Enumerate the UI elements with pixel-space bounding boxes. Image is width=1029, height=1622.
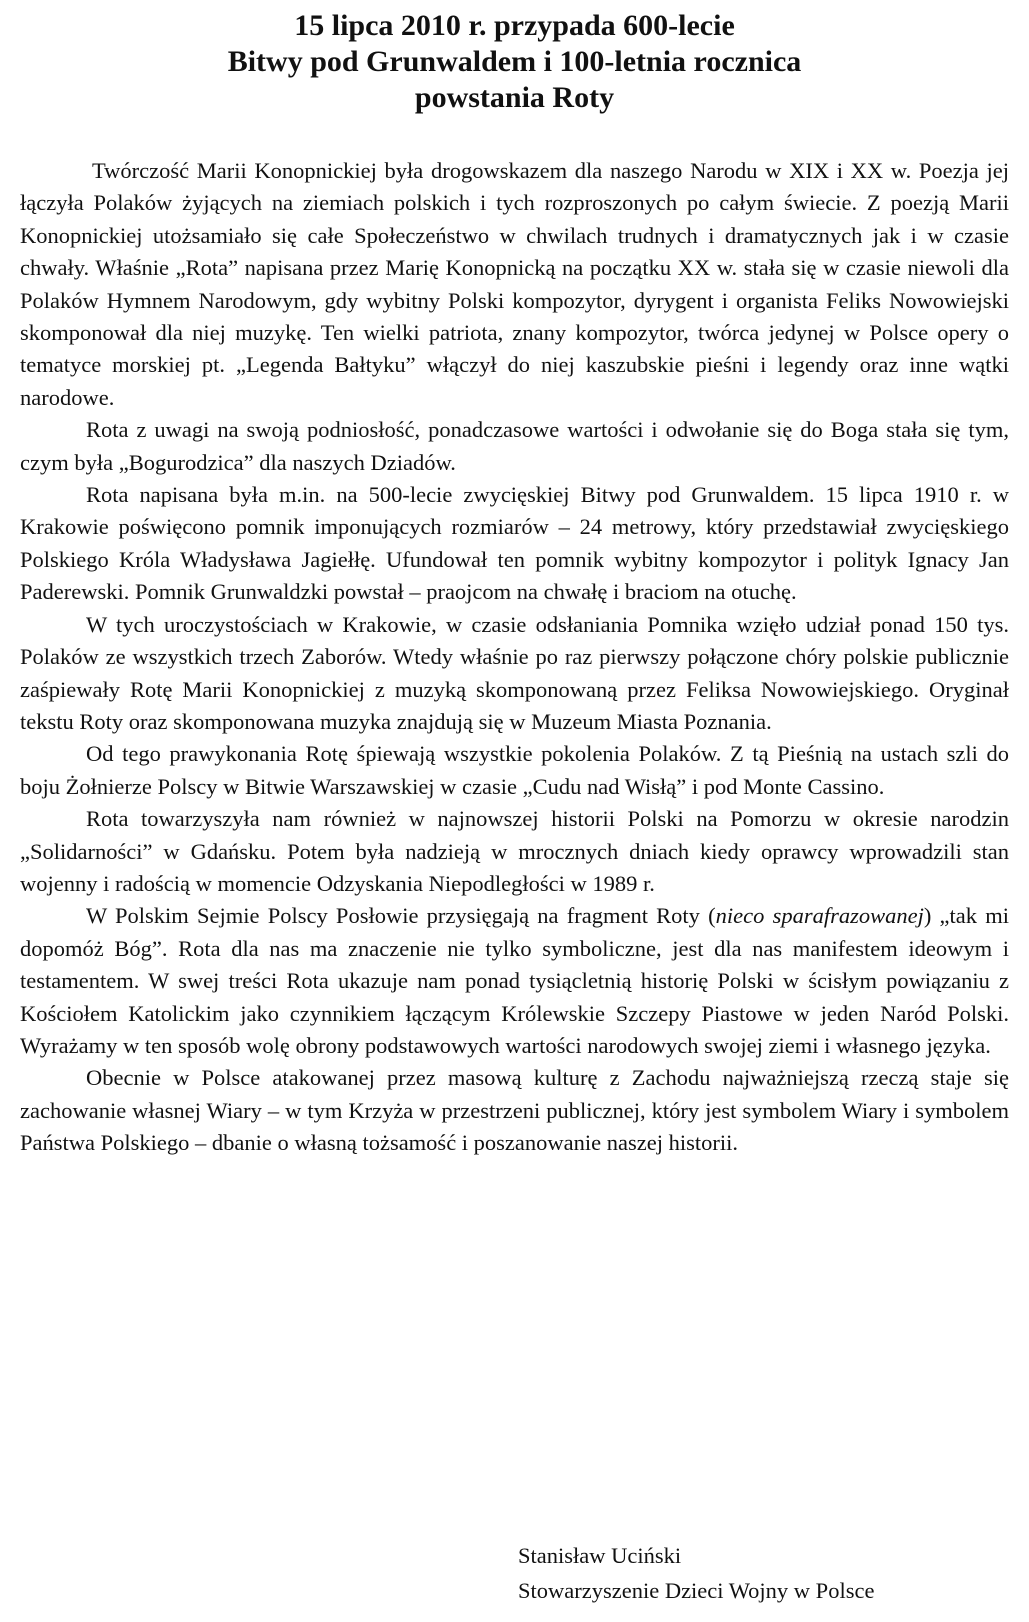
document-title [0,8,1029,116]
title-line-3: powstania Roty [414,81,615,114]
signature-organization: Stowarzyszenie Dzieci Wojny w Polsce [518,1578,875,1603]
paragraph-8: Obecnie w Polsce atakowanej przez masową kulturę z Zachodu najważniejszą rzeczą staje się zachowanie własnej Wiary – w tym Krzyża w przestrzeni publicznej, który jest symbolem Wiary i symbolem Państwa Polskiego – dbanie o własną tożsamość i poszanowanie naszej historii. [20,1065,1009,1156]
paragraph-5: Od tego prawykonania Rotę śpiewają wszystkie pokolenia Polaków. Z tą Pieśnią na ustach szli do boju Żołnierze Polscy w Bitwie Warszawskiej w czasie „Cudu nad Wisłą” i pod Monte Cassino. [20,741,1009,799]
paragraph-7-italic: nieco sparafrazowanej [715,903,924,929]
paragraph-1: Twórczość Marii Konopnickiej była drogowskazem dla naszego Narodu w XIX i XX w. Poezja jej łączyła Polaków żyjących na ziemiach polskich i tych rozproszonych po całym świecie. Z poezją Marii Konopnickiej utożsamiało się całe Społeczeństwo w chwilach trudnych i dramatycznych jak i w czasie chwały. Właśnie „Rota” napisana przez Marię Konopnicką na początku XX w. stała się w czasie niewoli dla Polaków Hymnem Narodowym, gdy wybitny Polski kompozytor, dyrygent i organista Feliks Nowowiejski skomponował dla niej muzykę. Ten wielki patriota, znany kompozytor, twórca jedynej w Polsce opery o tematyce morskiej pt. „Legenda Bałtyku” włączył do niej kaszubskie pieśni i legendy oraz inne wątki narodowe. [20,158,1009,410]
paragraph-6: Rota towarzyszyła nam również w najnowszej historii Polski na Pomorzu w okresie narodzin „Solidarności” w Gdańsku. Potem była nadzieją w mrocznych dniach kiedy oprawcy wprowadzili stan wojenny i radością w momencie Odzyskania Niepodległości w 1989 r. [20,806,1009,896]
paragraph-4: W tych uroczystościach w Krakowie, w czasie odsłaniania Pomnika wzięło udział ponad 150 tys. Polaków ze wszystkich trzech Zaborów. Wtedy właśnie po raz pierwszy połączone chóry polskie publicznie zaśpiewały Rotę Marii Konopnickiej z muzyką skomponowaną przez Feliksa Nowowiejskiego. Oryginał tekstu Roty oraz skomponowana muzyka znajdują się w Muzeum Miasta Poznania. [20,611,1009,734]
paragraph-3: Rota napisana była m.in. na 500-lecie zwycięskiej Bitwy pod Grunwaldem. 15 lipca 1910 r. w Krakowie poświęcono pomnik imponujących rozmiarów – 24 metrowy, który przedstawiał zwycięskiego Polskiego Króla Władysława Jagiełłę. Ufundował ten pomnik wybitny kompozytor i polityk Ignacy Jan Paderewski. Pomnik Grunwaldzki powstał – praojcom na chwałę i braciom na otuchę. [20,482,1009,605]
document-body [20,155,1009,1160]
paragraph-7-after: ) „tak mi dopomóż Bóg”. Rota dla nas ma znaczenie nie tylko symboliczne, jest dla nas manifestem ideowym i testamentem. W swej treści Rota ukazuje nam ponad tysiącletnią historię Polski w ścisłym powiązaniu z Kościołem Katolickim jako czynnikiem łączącym Królewskie Szczepy Piastowe w jeden Naród Polski. Wyrażamy w ten sposób wolę obrony podstawowych wartości narodowych swojej ziemi i własnego języka. [20,903,1009,1058]
title-line-2: Bitwy pod Grunwaldem i 100-letnia rocznica [227,45,802,78]
signature-name: Stanisław Uciński [518,1543,682,1568]
signature-block [518,1538,874,1608]
title-line-1: 15 lipca 2010 r. przypada 600-lecie [294,9,735,42]
paragraph-7-before: W Polskim Sejmie Polscy Posłowie przysięgają na fragment Roty ( [86,903,716,929]
paragraph-2: Rota z uwagi na swoją podniosłość, ponadczasowe wartości i odwołanie się do Boga stała się tym, czym była „Bogurodzica” dla naszych Dziadów. [20,417,1009,475]
paragraph-7 [20,900,1009,1062]
